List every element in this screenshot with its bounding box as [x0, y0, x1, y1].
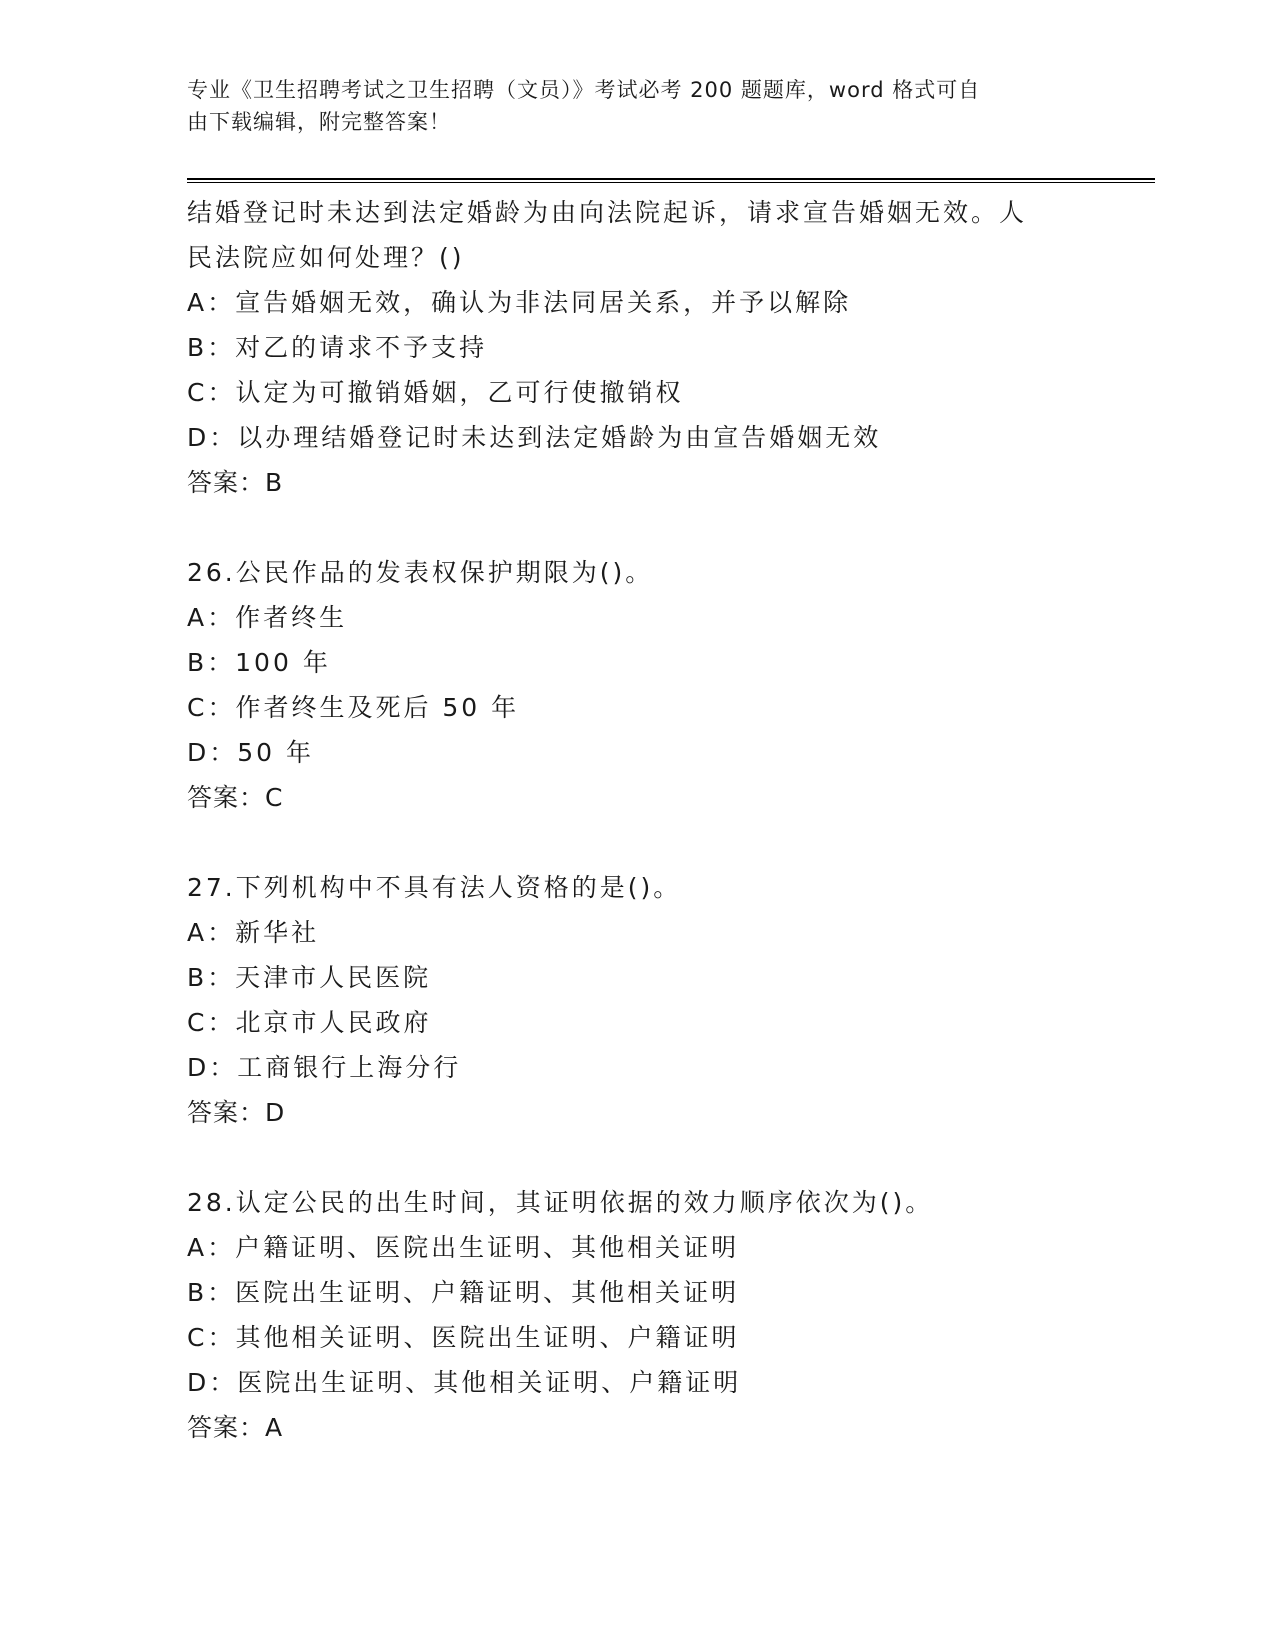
question-block: [187, 1180, 1067, 1450]
header-divider: [187, 178, 1155, 183]
question-block: [187, 190, 1067, 505]
option-c: C：作者终生及死后 50 年: [187, 693, 520, 722]
question-stem: 28.认定公民的出生时间，其证明依据的效力顺序依次为()。: [187, 1188, 934, 1217]
option-b: B：100 年: [187, 648, 331, 677]
spacer: [187, 820, 1067, 865]
page-header: [187, 74, 1067, 138]
option-a: A：户籍证明、医院出生证明、其他相关证明: [187, 1233, 740, 1262]
spacer: [187, 505, 1067, 550]
option-a: A：新华社: [187, 918, 320, 947]
option-d: D：50 年: [187, 738, 315, 767]
option-d: D：以办理结婚登记时未达到法定婚龄为由宣告婚姻无效: [187, 423, 882, 452]
option-d: D：工商银行上海分行: [187, 1053, 462, 1082]
option-b: B：对乙的请求不予支持: [187, 333, 488, 362]
option-a: A：作者终生: [187, 603, 348, 632]
question-stem: 26.公民作品的发表权保护期限为()。: [187, 558, 654, 587]
question-list: [187, 190, 1067, 1450]
option-c: C：其他相关证明、医院出生证明、户籍证明: [187, 1323, 740, 1352]
header-line-1: 专业《卫生招聘考试之卫生招聘（文员）》考试必考 200 题题库，word 格式可自: [187, 78, 981, 102]
answer-line: 答案：C: [187, 783, 284, 812]
answer-line: 答案：A: [187, 1413, 284, 1442]
option-b: B：医院出生证明、户籍证明、其他相关证明: [187, 1278, 740, 1307]
answer-line: 答案：D: [187, 1098, 286, 1127]
option-b: B：天津市人民医院: [187, 963, 432, 992]
option-c: C：认定为可撤销婚姻，乙可行使撤销权: [187, 378, 684, 407]
question-block: [187, 550, 1067, 820]
option-d: D：医院出生证明、其他相关证明、户籍证明: [187, 1368, 742, 1397]
option-c: C：北京市人民政府: [187, 1008, 432, 1037]
question-stem: 民法院应如何处理？(): [187, 243, 465, 272]
answer-line: 答案：B: [187, 468, 284, 497]
question-stem: 结婚登记时未达到法定婚龄为由向法院起诉，请求宣告婚姻无效。人: [187, 198, 1028, 227]
spacer: [187, 1135, 1067, 1180]
question-stem: 27.下列机构中不具有法人资格的是()。: [187, 873, 682, 902]
question-block: [187, 865, 1067, 1135]
option-a: A：宣告婚姻无效，确认为非法同居关系，并予以解除: [187, 288, 852, 317]
header-line-2: 由下载编辑，附完整答案！: [187, 110, 451, 134]
